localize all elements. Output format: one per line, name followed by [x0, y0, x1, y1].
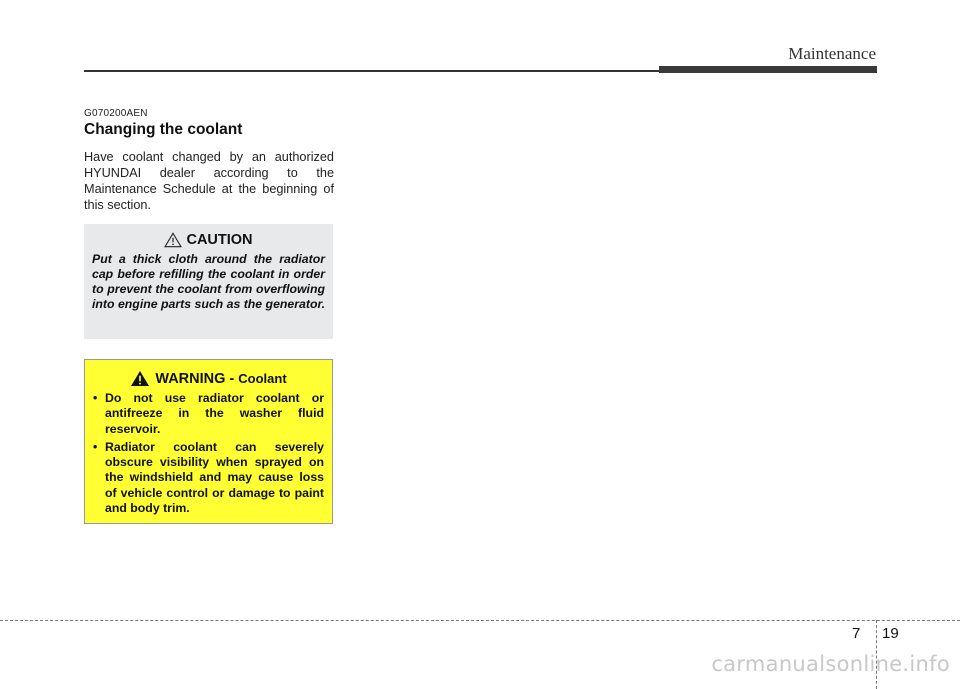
warning-label [155, 371, 286, 387]
warning-triangle-icon [130, 370, 150, 387]
warning-header [93, 370, 324, 387]
warning-label-text: WARNING - [155, 370, 239, 387]
caution-label: CAUTION [186, 232, 253, 248]
chapter-number: 7 [852, 625, 861, 642]
warning-item: • Do not use radiator coolant or antifreeze in the washer fluid reservoir. [93, 391, 324, 437]
warning-list [93, 391, 324, 516]
caution-header [92, 232, 325, 248]
warning-item: • Radiator coolant can severely obscure visibility when sprayed on the windshield and may cause loss of vehicle control or damage to paint and body trim. [93, 440, 324, 516]
watermark[interactable]: carmanualsonline.info [711, 652, 950, 676]
header-title: Maintenance [788, 44, 876, 63]
footer-rule [0, 620, 960, 621]
header-rule-accent [659, 66, 877, 73]
page-number: 19 [882, 625, 899, 642]
section-code: G070200AEN [84, 108, 148, 119]
warning-box [84, 359, 333, 524]
section-title: Changing the coolant [84, 121, 243, 138]
caution-triangle-icon [164, 232, 182, 248]
section-content [84, 108, 334, 213]
caution-box [84, 224, 333, 339]
caution-text: Put a thick cloth around the radiator cap before refilling the coolant in order to prevent the coolant from overflowing into engine parts such as the generator. [92, 252, 326, 311]
section-body: Have coolant changed by an authorized HYUNDAI dealer according to the Maintenance Schedule at the beginning of this section. [84, 150, 334, 212]
warning-subject: Coolant [238, 370, 287, 386]
header-rule [84, 70, 659, 72]
